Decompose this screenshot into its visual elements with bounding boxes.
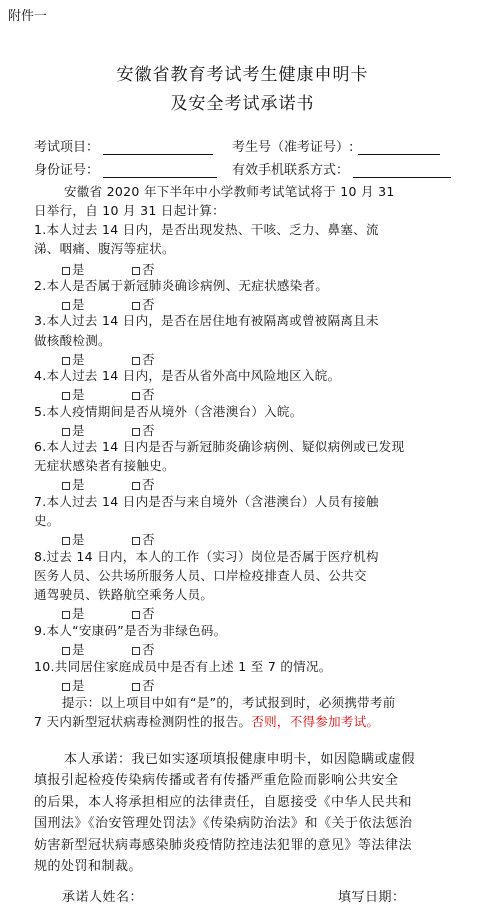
- pledge-line-3: 的后果，本人将承担相应的法律责任，自愿接受《中华人民共和: [34, 795, 413, 810]
- pledge-line-2: 填报引起检疫传染病传播或者有传播严重危险而影响公共安全: [34, 773, 399, 788]
- exam-number-field[interactable]: [232, 136, 440, 155]
- id-number-input-line[interactable]: [103, 163, 217, 178]
- intro-line-2: 日举行，自 10 月 31 日起计算：: [34, 203, 225, 218]
- checkbox-icon[interactable]: [62, 537, 70, 545]
- option-no[interactable]: 否: [132, 676, 155, 694]
- checkbox-icon[interactable]: [62, 428, 70, 436]
- pledge-line-6: 规的处罚和制裁。: [34, 859, 143, 874]
- checkbox-icon[interactable]: [132, 392, 140, 400]
- checkbox-icon[interactable]: [132, 428, 140, 436]
- question-3-line-1: 3.本人过去 14 日内，是否在居住地有被隔离或曾被隔离且未: [34, 313, 379, 328]
- checkbox-icon[interactable]: [132, 683, 140, 691]
- id-number-field[interactable]: [34, 159, 217, 178]
- option-yes[interactable]: 是: [62, 297, 85, 312]
- question-7-line-1: 7.本人过去 14 日内是否与来自境外（含港澳台）人员有接触: [34, 494, 379, 509]
- id-number-label: 身份证号：: [34, 163, 100, 178]
- option-no[interactable]: 否: [132, 350, 155, 368]
- checkbox-icon[interactable]: [132, 611, 140, 619]
- option-yes[interactable]: 是: [62, 352, 85, 367]
- question-3-line-2: 做核酸检测。: [34, 333, 111, 348]
- question-8-line-2: 医务人员、公共场所服务人员、口岸检疫排查人员、公共交: [34, 568, 367, 583]
- checkbox-icon[interactable]: [132, 537, 140, 545]
- checkbox-icon[interactable]: [132, 302, 140, 310]
- checkbox-icon[interactable]: [62, 683, 70, 691]
- option-yes[interactable]: 是: [62, 423, 85, 438]
- checkbox-icon[interactable]: [62, 392, 70, 400]
- checkbox-icon[interactable]: [62, 267, 70, 275]
- option-no[interactable]: 否: [132, 604, 155, 622]
- notice-warning: 否则，不得参加考试。: [251, 714, 380, 729]
- phone-label: 有效手机联系方式：: [232, 163, 350, 178]
- option-yes[interactable]: 是: [62, 678, 85, 693]
- option-no[interactable]: 否: [132, 475, 155, 493]
- checkbox-icon[interactable]: [132, 357, 140, 365]
- option-yes[interactable]: 是: [62, 387, 85, 402]
- question-8-line-1: 8.过去 14 日内，本人的工作（实习）岗位是否属于医疗机构: [34, 549, 379, 564]
- annex-label: 附件一: [8, 9, 48, 24]
- notice-line-2: [34, 712, 379, 730]
- option-yes[interactable]: 是: [62, 477, 85, 492]
- option-no[interactable]: 否: [132, 530, 155, 548]
- checkbox-icon[interactable]: [62, 611, 70, 619]
- document-title: 安徽省教育考试考生健康申明卡: [116, 65, 369, 85]
- checkbox-icon[interactable]: [132, 647, 140, 655]
- pledge-line-4: 国刑法》《治安管理处罚法》《传染病防治法》和《关于依法惩治: [34, 816, 413, 831]
- question-6-line-1: 6.本人过去 14 日内是否与新冠肺炎确诊病例、疑似病例或已发现: [34, 439, 405, 454]
- option-yes[interactable]: 是: [62, 532, 85, 547]
- question-4-line-1: 4.本人过去 14 日内，是否从省外高中风险地区入皖。: [34, 368, 341, 383]
- phone-input-line[interactable]: [353, 163, 451, 178]
- checkbox-icon[interactable]: [132, 482, 140, 490]
- question-9-line-1: 9.本人“安康码”是否为非绿色码。: [34, 623, 227, 638]
- checkbox-icon[interactable]: [62, 482, 70, 490]
- signature-date-label: 填写日期：: [338, 890, 406, 905]
- question-9-options: [62, 640, 155, 658]
- question-8-options: [62, 604, 155, 622]
- question-8-line-3: 通驾驶员、铁路航空乘务人员。: [34, 587, 214, 602]
- question-7-options: [62, 530, 155, 548]
- checkbox-icon[interactable]: [62, 357, 70, 365]
- signature-name-label: 承诺人姓名：: [62, 890, 144, 905]
- option-no[interactable]: 否: [132, 640, 155, 658]
- phone-field[interactable]: [232, 159, 451, 178]
- option-no[interactable]: 否: [132, 260, 155, 278]
- checkbox-icon[interactable]: [132, 267, 140, 275]
- question-2-line-1: 2.本人是否属于新冠肺炎确诊病例、无症状感染者。: [34, 278, 329, 293]
- option-yes[interactable]: 是: [62, 262, 85, 277]
- exam-item-field[interactable]: [34, 136, 213, 155]
- question-5-line-1: 5.本人疫情期间是否从境外（含港澳台）入皖。: [34, 404, 303, 419]
- question-1-line-1: 1.本人过去 14 日内，是否出现发热、干咳、乏力、鼻塞、流: [34, 222, 379, 237]
- question-7-line-2: 史。: [34, 513, 60, 528]
- option-no[interactable]: 否: [132, 385, 155, 403]
- question-6-options: [62, 475, 155, 493]
- option-no[interactable]: 否: [132, 295, 155, 313]
- question-4-options: [62, 385, 155, 403]
- intro-line-1: 安徽省 2020 年下半年中小学教师考试笔试将于 10 月 31: [64, 184, 395, 199]
- question-6-line-2: 无症状感染者有接触史。: [34, 458, 175, 473]
- checkbox-icon[interactable]: [62, 302, 70, 310]
- option-yes[interactable]: 是: [62, 642, 85, 657]
- document-subtitle: 及安全考试承诺书: [170, 94, 315, 114]
- notice-text: 7 天内新型冠状病毒检测阴性的报告。: [34, 714, 252, 729]
- exam-item-input-line[interactable]: [103, 140, 213, 155]
- question-1-line-2: 涕、咽痛、腹泻等症状。: [34, 241, 175, 256]
- option-no[interactable]: 否: [132, 421, 155, 439]
- checkbox-icon[interactable]: [62, 647, 70, 655]
- question-10-line-1: 10.共同居住家庭成员中是否有上述 1 至 7 的情况。: [34, 659, 332, 674]
- notice-line-1: 提示：以上项目中如有“是”的，考试报到时，必须携带考前: [62, 695, 396, 710]
- pledge-line-5: 妨害新型冠状病毒感染肺炎疫情防控违法犯罪的意见》等法律法: [34, 838, 413, 853]
- question-10-options: [62, 676, 155, 694]
- exam-number-label: 考生号（准考证号）:: [232, 140, 354, 155]
- pledge-line-1: 本人承诺：我已如实逐项填报健康申明卡，如因隐瞒或虚假: [64, 752, 416, 767]
- option-yes[interactable]: 是: [62, 606, 85, 621]
- exam-number-input-line[interactable]: [358, 140, 440, 155]
- exam-item-label: 考试项目：: [34, 140, 100, 155]
